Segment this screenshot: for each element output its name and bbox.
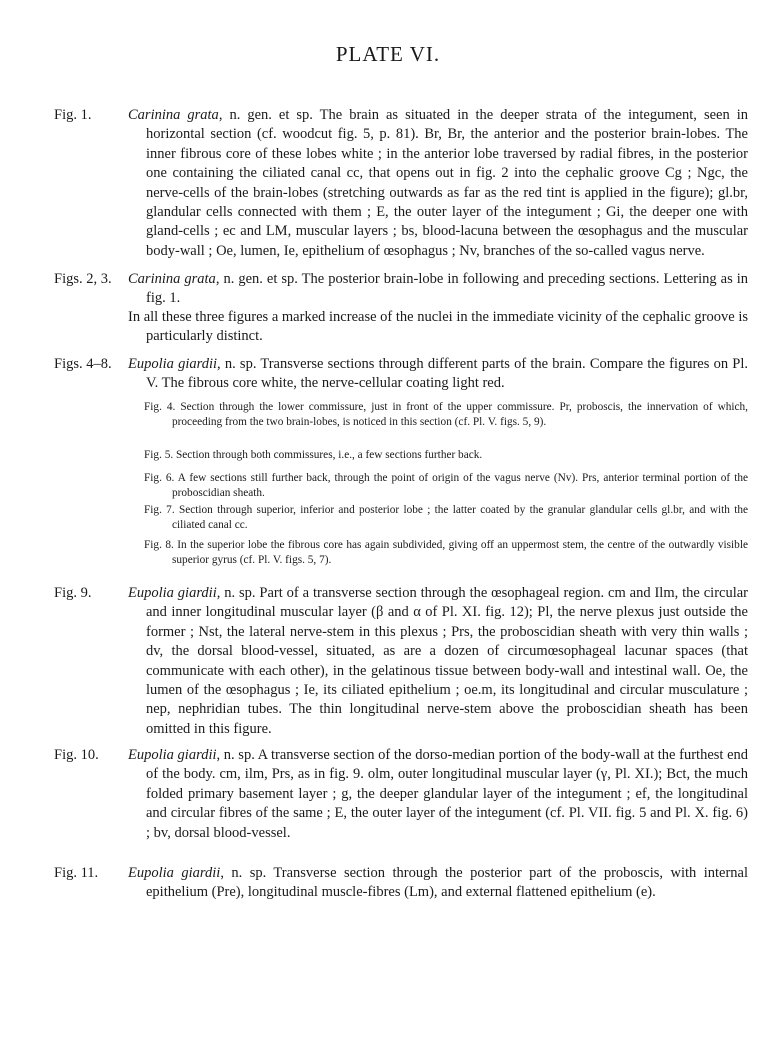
description-text: , n. sp. Transverse section through the posterior part of the proboscis, with internal epithelium (Pre), longitudinal muscle-fibres (Lm), and external flattened epithelium (e).	[146, 865, 748, 901]
species-name: Eupolia giardii	[128, 585, 217, 601]
species-name: Carinina grata	[128, 107, 219, 123]
figure-label: Fig. 1.	[54, 107, 92, 123]
figure-description	[128, 864, 748, 903]
figure-label: Fig. 9.	[54, 585, 92, 601]
figure-description	[128, 746, 748, 843]
figure-description	[128, 584, 748, 739]
figure-description	[128, 270, 748, 309]
figure-label: Figs. 2, 3.	[54, 271, 112, 287]
figure-label: Fig. 11.	[54, 865, 99, 881]
subfigure-4: Fig. 4. Section through the lower commissure, just in front of the upper commissure. Pr, proboscis, the innervation of which, proceeding from the two brain-lobes, is noticed in this section (cf. Pl. V. figs. 5, 9).	[144, 401, 748, 428]
figure-label: Figs. 4–8.	[54, 356, 112, 372]
plate-title: PLATE VI.	[335, 42, 441, 66]
species-name: Eupolia giardii	[128, 865, 221, 881]
description-text: , n. sp. Part of a transverse section through the œsophageal region. cm and Ilm, the circular and inner longitudinal muscular layer (β and α of Pl. XI. fig. 12); Pl, the nerve plexus just outside the former ; Nst, the lateral nerve-stem in this plexus ; Prs, the proboscidian sheath with very thin walls ; dv, the dorsal blood-vessel, situated, as are a dozen of circumœsophageal lacunar spaces (that communicate with each other), in the gelatinous tissue between body-wall and intestinal wall. Oe, the lumen of the œsophagus ; Ie, its ciliated epithelium ; oe.m, its longitudinal and circular musculature ; nep, nephridian tubes. The thin longitudinal nerve-stem above the proboscidian sheath has been omitted in this figure.	[146, 585, 749, 737]
species-name: Carinina grata	[128, 271, 216, 287]
description-text: , n. gen. et sp. The brain as situated in the deeper strata of the integument, seen in horizontal section (cf. woodcut fig. 5, p. 81). Br, Br, the anterior and the posterior brain-lobes. The inner fibrous core of these lobes white ; in the anterior lobe traversed by radial fibres, in the posterior one containing the ciliated canal cc, that opens out in fig. 2 into the cephalic groove Cg ; Ngc, the nerve-cells of the brain-lobes (stretching outwards as far as the red tint is applied in the figure); gl.br, glandular cells connected with them ; E, the outer layer of the integument ; Gi, the deeper one with gland-cells ; ec and LM, muscular layers ; bs, blood-lacuna between the œsophagus and the muscular body-wall ; Oe, lumen, Ie, epithelium of œsophagus ; Nv, branches of the so-called vagus nerve.	[146, 107, 748, 259]
description-text: , n. gen. et sp. The posterior brain-lobe in following and preceding sections. Lettering as in fig. 1.	[146, 271, 749, 307]
description-text: , n. sp. Transverse sections through different parts of the brain. Compare the figures on Pl. V. The fibrous core white, the nerve-cellular coating light red.	[146, 356, 748, 392]
figure-note: In all these three figures a marked increase of the nuclei in the immediate vicinity of the cephalic groove is particularly distinct.	[128, 309, 748, 345]
figure-label: Fig. 10.	[54, 747, 99, 763]
figure-description	[128, 106, 748, 261]
species-name: Eupolia giardii	[128, 747, 217, 763]
description-text: , n. sp. A transverse section of the dorso-median portion of the body-wall at the furthest end of the body. cm, ilm, Prs, as in fig. 9. olm, outer longitudinal muscular layer (γ, Pl. XI.); Bct, the much folded primary basement layer ; g, the deeper glandular layer of the integument ; ef, the longitudinal and circular fibres of the same ; E, the outer layer of the integument (cf. Pl. VII. fig. 5 and Pl. X. fig. 6) ; bv, dorsal blood-vessel.	[146, 747, 749, 841]
subfigure-8: Fig. 8. In the superior lobe the fibrous core has again subdivided, giving off an uppermost stem, the centre of the outwardly visible superior gyrus (cf. Pl. V. figs. 5, 7).	[144, 539, 748, 566]
subfigure-6: Fig. 6. A few sections still further back, through the point of origin of the vagus nerve (Nv). Prs, anterior terminal portion of the proboscidian sheath.	[144, 472, 748, 499]
subfigure-5: Fig. 5. Section through both commissures, i.e., a few sections further back.	[144, 449, 483, 461]
species-name: Eupolia giardii	[128, 356, 218, 372]
subfigure-7: Fig. 7. Section through superior, inferior and posterior lobe ; the latter coated by the granular glandular cells gl.br, and with the ciliated canal cc.	[144, 504, 748, 531]
figure-description	[128, 355, 748, 394]
